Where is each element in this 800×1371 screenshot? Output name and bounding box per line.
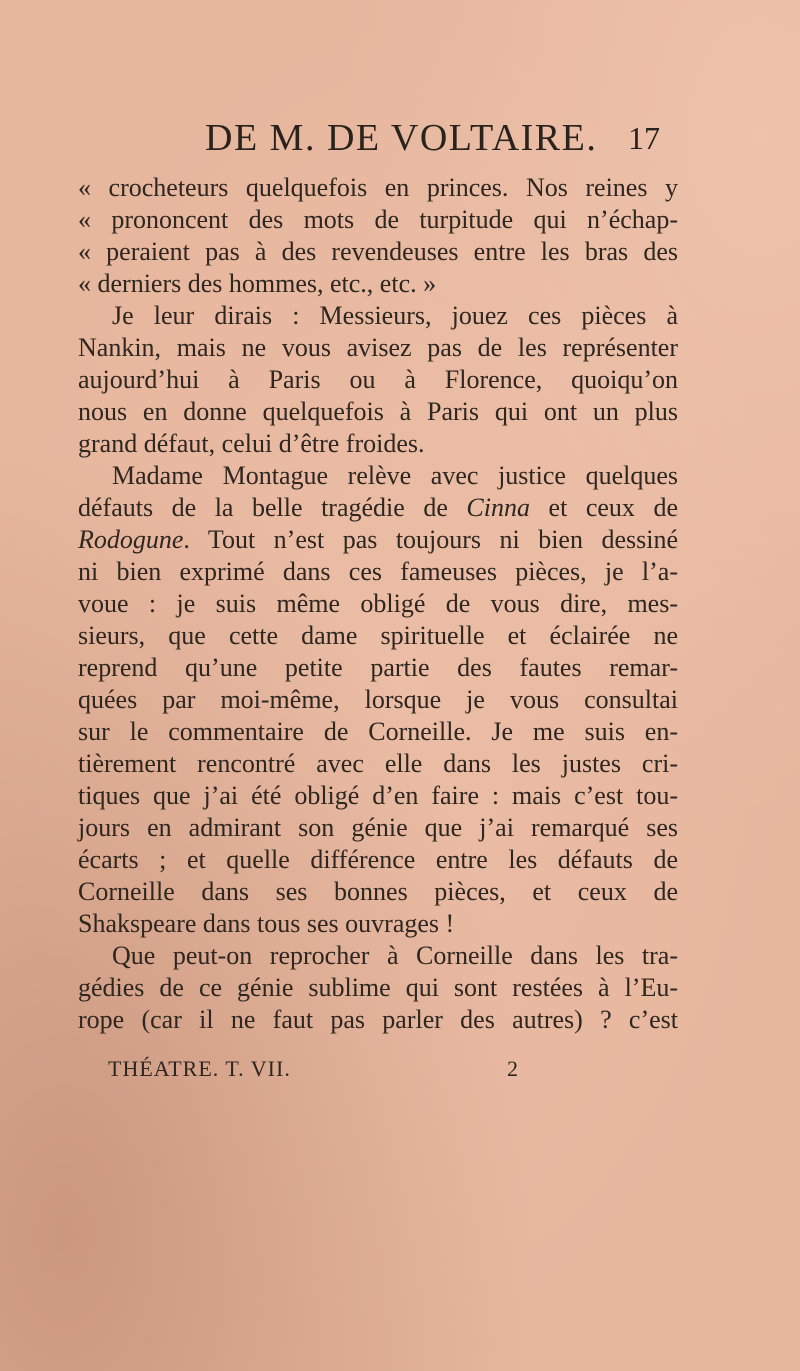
text-line: Nankin, mais ne vous avisez pas de les représenter — [78, 333, 678, 362]
text-line: Rodogune. Tout n’est pas toujours ni bien dessiné — [78, 525, 678, 554]
text-line: reprend qu’une petite partie des fautes remar- — [78, 653, 678, 682]
text-line: tièrement rencontré avec elle dans les justes cri- — [78, 749, 678, 778]
text-line: Corneille dans ses bonnes pièces, et ceux de — [78, 877, 678, 906]
text-line: sur le commentaire de Corneille. Je me suis en- — [78, 717, 678, 746]
text-line: Madame Montague relève avec justice quelques — [112, 461, 678, 490]
text-line: jours en admirant son génie que j’ai remarqué ses — [78, 813, 678, 842]
page-number: 17 — [628, 120, 660, 156]
text-line: gédies de ce génie sublime qui sont restées à l’Eu- — [78, 973, 678, 1002]
text-line: Que peut-on reprocher à Corneille dans les tra- — [112, 941, 678, 970]
text-line: écarts ; et quelle différence entre les défauts de — [78, 845, 678, 874]
page-footer — [108, 1056, 518, 1090]
text-line: « crocheteurs quelquefois en princes. Nos reines y — [78, 173, 678, 202]
text-line: aujourd’hui à Paris ou à Florence, quoiqu’on — [78, 365, 678, 394]
text-line: nous en donne quelquefois à Paris qui ont un plus — [78, 397, 678, 426]
play-title: Cinna — [466, 493, 530, 522]
text-line: rope (car il ne faut pas parler des autres) ? c’est — [78, 1005, 678, 1034]
text-line: voue : je suis même obligé de vous dire, mes- — [78, 589, 678, 618]
text-line: « peraient pas à des revendeuses entre les bras des — [78, 237, 678, 266]
play-title: Rodogune — [78, 525, 184, 554]
text-line: quées par moi-même, lorsque je vous consultai — [78, 685, 678, 714]
text-line: grand défaut, celui d’être froides. — [78, 429, 425, 458]
running-header — [205, 116, 660, 168]
text-line: sieurs, que cette dame spirituelle et éclairée ne — [78, 621, 678, 650]
text-line: défauts de la belle tragédie de Cinna et ceux de — [78, 493, 678, 522]
gathering-number: 2 — [507, 1056, 518, 1081]
running-title: DE M. DE VOLTAIRE. — [205, 117, 598, 159]
text-line: « derniers des hommes, etc., etc. » — [78, 269, 437, 298]
text-line: ni bien exprimé dans ces fameuses pièces, je l’a- — [78, 557, 678, 586]
text-line: Shakspeare dans tous ses ouvrages ! — [78, 909, 455, 938]
text-line: tiques que j’ai été obligé d’en faire : mais c’est tou- — [78, 781, 678, 810]
text-line: « prononcent des mots de turpitude qui n’échap- — [78, 205, 678, 234]
signature-mark: THÉATRE. T. VII. — [108, 1056, 291, 1081]
text-line: Je leur dirais : Messieurs, jouez ces pièces à — [112, 301, 678, 330]
